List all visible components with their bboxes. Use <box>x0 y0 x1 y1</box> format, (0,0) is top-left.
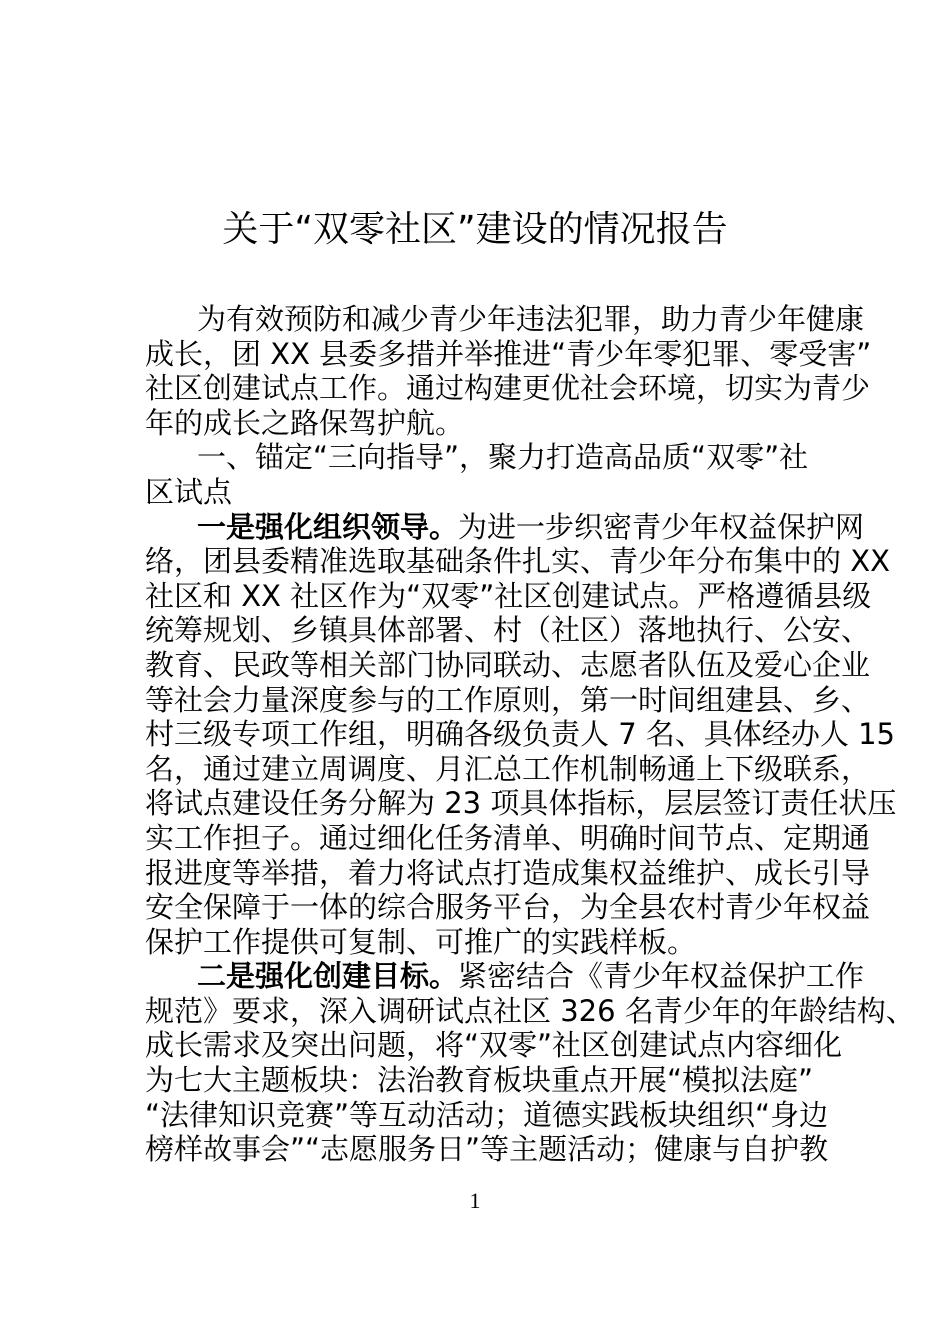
text-line <box>145 1028 843 1063</box>
line-text: 村三级专项工作组，明确各级负责人 7 名、具体经办人 15 <box>145 717 896 752</box>
line-text: 成长需求及突出问题，将“双零”社区创建试点内容细化 <box>145 1028 843 1063</box>
text-line <box>145 371 871 406</box>
text-line <box>145 544 890 579</box>
text-line <box>145 475 807 510</box>
text-line <box>145 717 896 752</box>
line-text: 年的成长之路保驾护航。 <box>145 405 465 440</box>
line-text: 名，通过建立周调度、月汇总工作机制畅通上下级联系， <box>145 751 871 786</box>
document-title: 关于“双零社区”建设的情况报告 <box>222 209 728 250</box>
line-text: 规范》要求，深入调研试点社区 326 名青少年的年龄结构、 <box>145 993 915 1028</box>
text-line <box>145 890 871 925</box>
paragraph <box>145 440 807 509</box>
text-line <box>145 336 872 372</box>
text-line <box>145 751 871 787</box>
line-text: 保护工作提供可复制、可推广的实践样板。 <box>145 924 697 959</box>
text-line <box>145 786 897 821</box>
document-body <box>145 302 915 1167</box>
paragraph <box>145 509 897 960</box>
text-line <box>145 1097 829 1133</box>
paragraph <box>145 302 872 440</box>
text-line <box>145 509 865 545</box>
text-line <box>145 820 871 856</box>
line-text: 为有效预防和减少青少年违法犯罪，助力青少年健康 <box>197 302 865 336</box>
line-text: 络，团县委精准选取基础条件扎实、青少年分布集中的 XX <box>145 544 890 579</box>
line-text: 社区和 XX 社区作为“双零”社区创建试点。严格遵循县级 <box>145 578 872 613</box>
line-text: 等社会力量深度参与的工作原则，第一时间组建县、乡、 <box>145 682 871 717</box>
text-line <box>145 406 807 441</box>
line-text: 实工作担子。通过细化任务清单、明确时间节点、定期通 <box>145 820 871 855</box>
line-text: 社区创建试点工作。通过构建更优社会环境，切实为青少 <box>145 371 871 406</box>
text-line <box>145 959 865 994</box>
bold-lead: 一是强化组织领导。 <box>197 509 459 544</box>
paragraph <box>145 959 915 1167</box>
line-text: 报进度等举措，着力将试点打造成集权益维护、成长引导 <box>145 855 871 890</box>
line-text: 将试点建设任务分解为 23 项具体指标，层层签订责任状压 <box>145 786 897 821</box>
text-line <box>145 647 871 683</box>
text-line <box>145 578 872 614</box>
line-text: 榜样故事会”“志愿服务日”等主题活动；健康与自护教 <box>145 1132 829 1167</box>
line-text: 区试点 <box>145 474 233 509</box>
text-line <box>145 682 871 718</box>
line-text: 紧密结合《青少年权益保护工作 <box>458 959 865 994</box>
page-number: 1 <box>469 1188 481 1213</box>
line-text: 为七大主题板块：法治教育板块重点开展“模拟法庭” <box>145 1063 814 1098</box>
text-line <box>145 613 871 648</box>
bold-lead: 二是强化创建目标。 <box>197 959 459 994</box>
line-text: “法律知识竞赛”等互动活动；道德实践板块组织“身边 <box>145 1097 829 1132</box>
text-line <box>145 1132 829 1167</box>
text-line <box>145 855 871 891</box>
text-line <box>145 302 865 337</box>
line-text: 统筹规划、乡镇具体部署、村（社区）落地执行、公安、 <box>145 613 871 648</box>
text-line <box>145 993 915 1029</box>
text-line <box>145 440 807 475</box>
text-line <box>145 1063 814 1098</box>
line-text: 成长，团 XX 县委多措并举推进“青少年零犯罪、零受害” <box>145 336 872 371</box>
text-line <box>145 925 807 960</box>
line-text: 为进一步织密青少年权益保护网 <box>458 509 865 544</box>
line-text: 一、锚定“三向指导”，聚力打造高品质“双零”社 <box>197 440 809 475</box>
line-text: 教育、民政等相关部门协同联动、志愿者队伍及爱心企业 <box>145 647 871 682</box>
line-text: 安全保障于一体的综合服务平台，为全县农村青少年权益 <box>145 890 871 925</box>
